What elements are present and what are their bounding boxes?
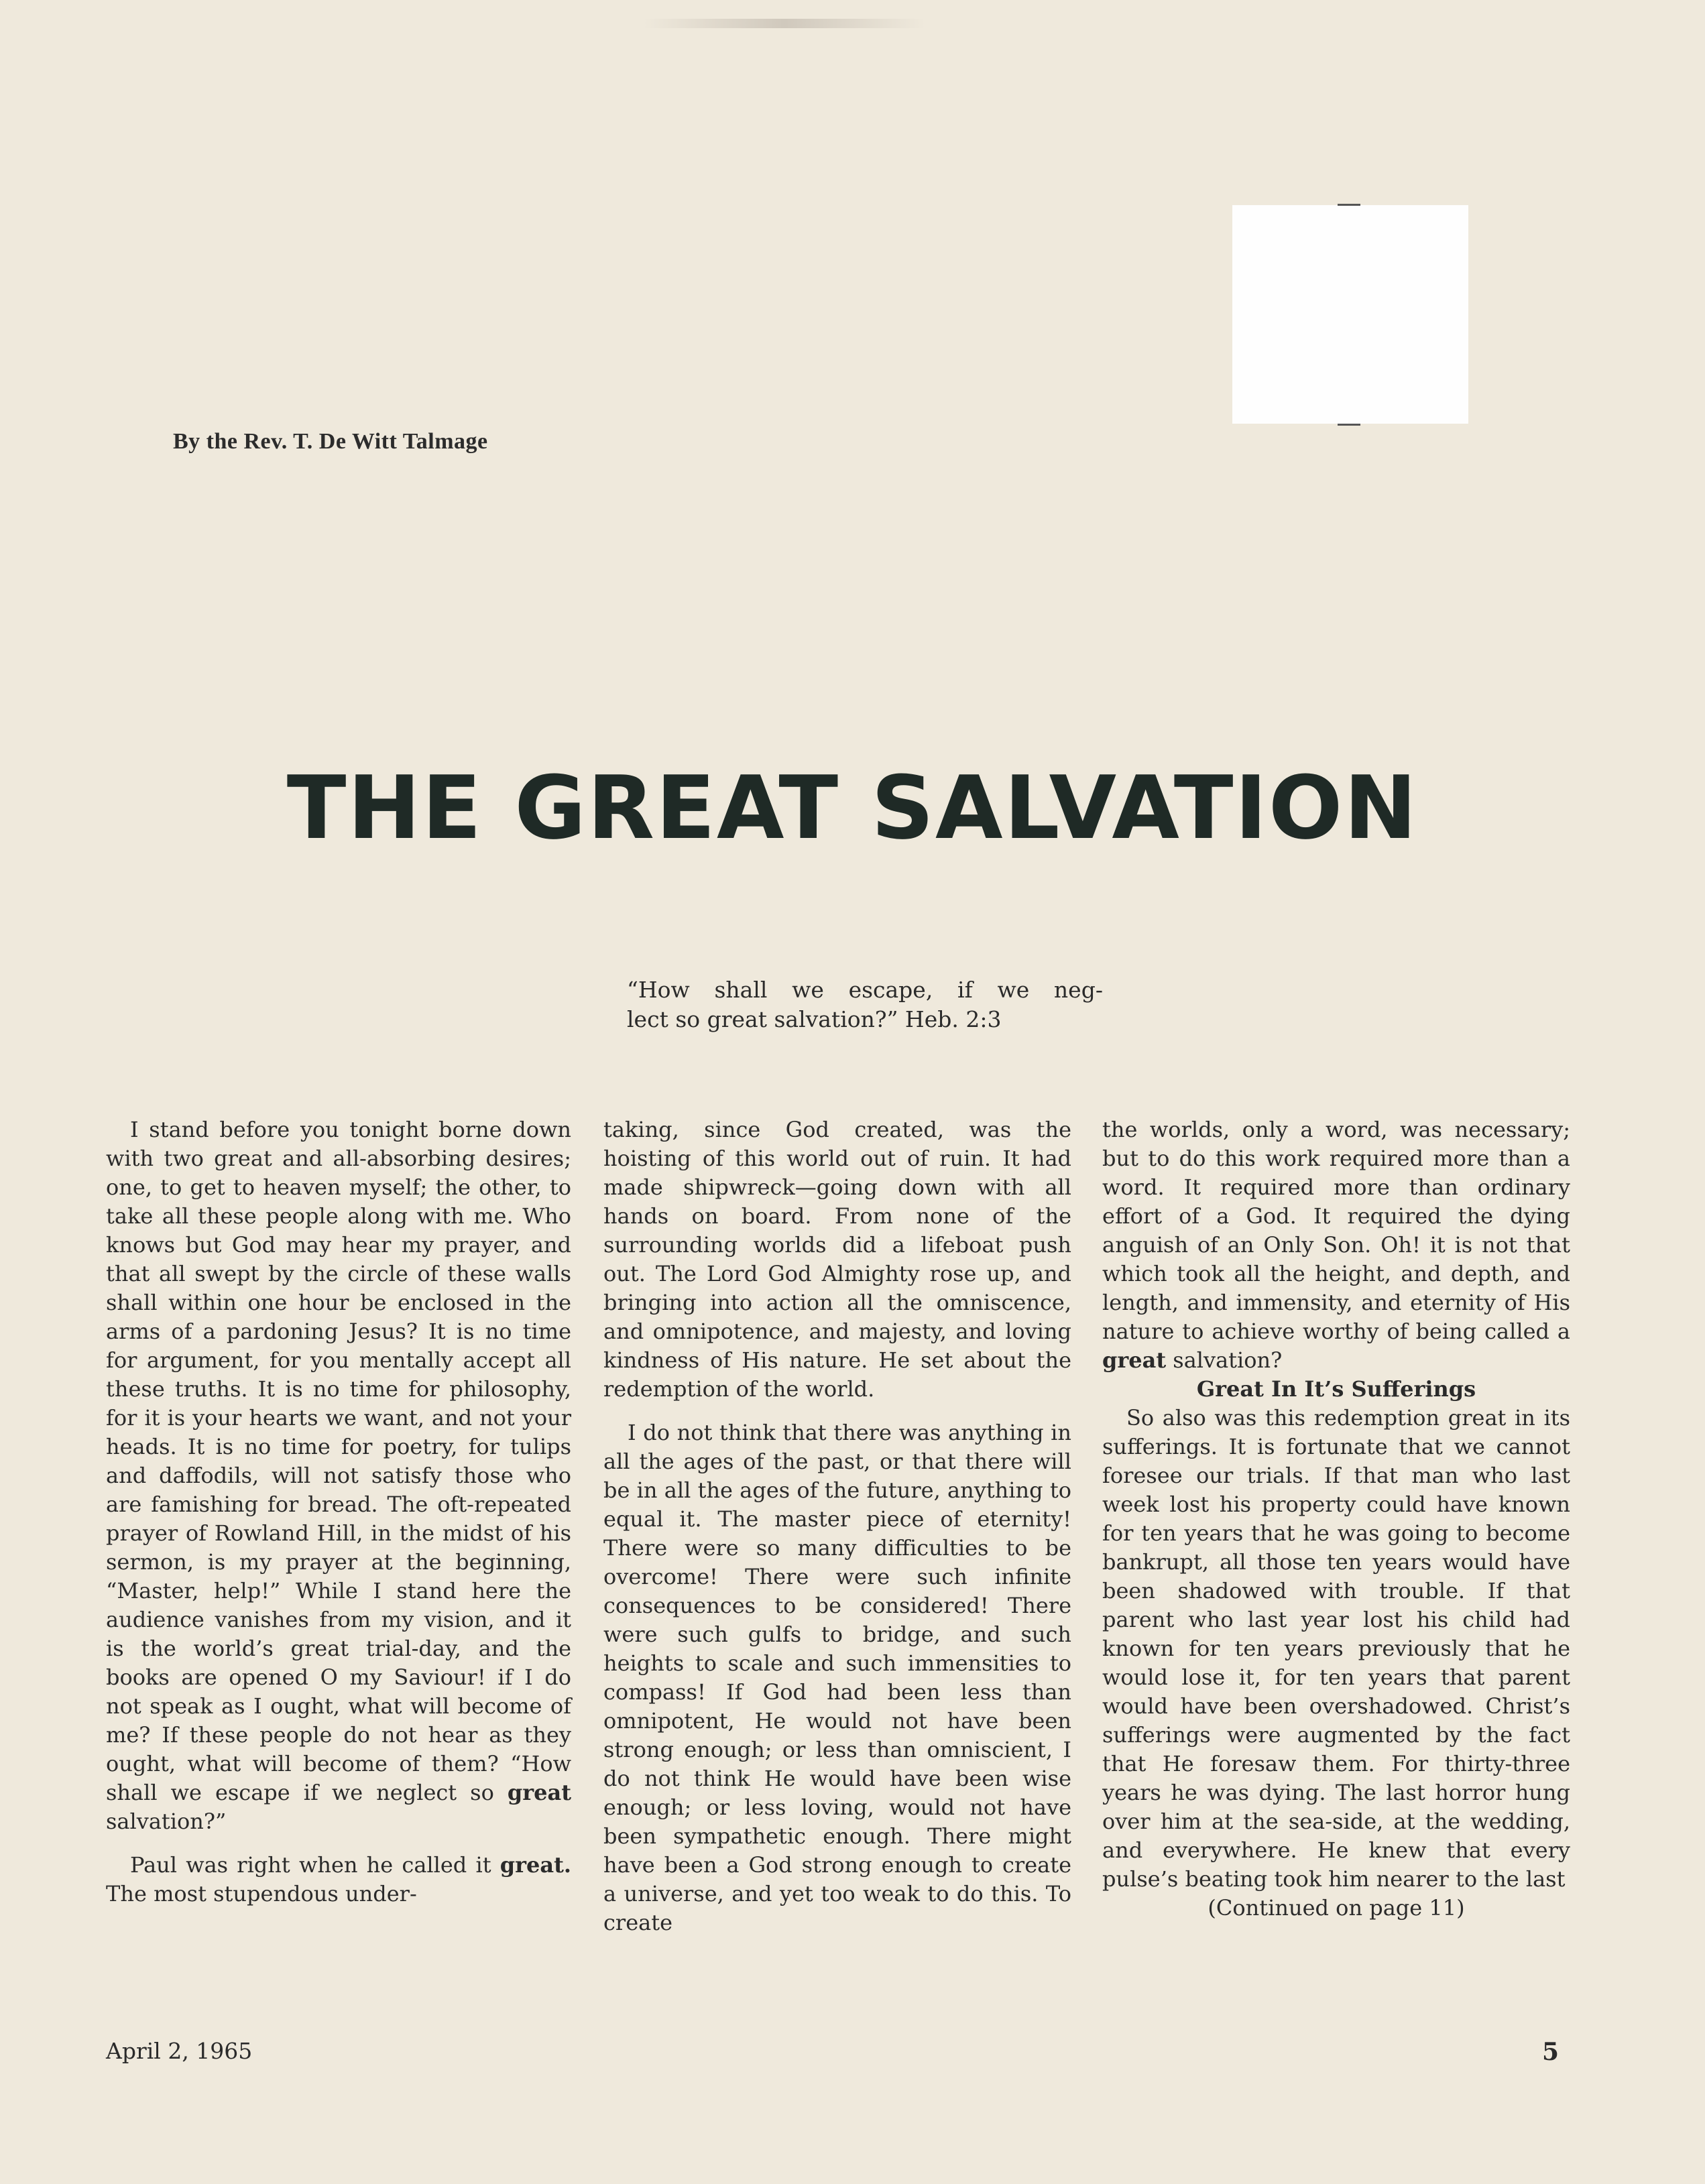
- epigraph: [627, 975, 1103, 1034]
- byline: By the Rev. T. De Witt Talmage: [173, 429, 488, 454]
- col2-paragraph-1: taking, since God created, was the hoisting of this world out of ruin. It had made shipwreck—going down with all hands on board. From none of the surrounding worlds did a lifeboat push out. The Lord God Almighty rose up, and bringing into action all the omniscence, and omnipotence, and majesty, and loving kindness of His nature. He set about the redemption of the world.: [603, 1117, 1071, 1402]
- col3-p1-text: the worlds, only a word, was necessary; but to do this work required more than a word. It required more than ordinary effort of a God. It required the dying anguish of an Only Son. Oh! it is not that which took all the height, and depth, and length, and immensity, and eternity of His nature to achieve worthy of being called a: [1102, 1117, 1570, 1344]
- top-smudge: [644, 19, 925, 28]
- col3-p1-end: salvation?: [1173, 1347, 1283, 1373]
- col3-paragraph-2: So also was this redemption great in its sufferings. It is fortunate that we cannot foresee our trials. If that man who last week lost his property could have known for ten years that he was going to become bankrupt, all those ten years would have been shadowed with trouble. If that parent who last year lost his child had known for ten years previously that he would lose it, for ten years that parent would have been overshadowed. Christ’s sufferings were augmented by the fact that He foresaw them. For thirty-three years he was dying. The last horror hung over him at the sea-side, at the wedding, and everywhere. He knew that every pulse’s beating took him nearer to the last: [1102, 1405, 1570, 1892]
- col1-p2-start: Paul was right when he called it: [130, 1852, 491, 1878]
- col3-p1-bold: great: [1102, 1347, 1167, 1373]
- col1-p2-bold: great.: [499, 1852, 572, 1878]
- col1-paragraph-2: [106, 1851, 571, 1908]
- column-2: [603, 1115, 1071, 1937]
- article-title: THE GREAT SALVATION: [286, 757, 1419, 859]
- page-number: 5: [1542, 2038, 1560, 2066]
- footer-date: April 2, 1965: [106, 2038, 253, 2064]
- col1-p1-text: I stand before you tonight borne down with two great and all-absorbing desires; one, to get to heaven myself; the other, to take all these people along with me. Who knows but God may hear my prayer, and that all swept by the circle of these walls shall within one hour be enclosed in the arms of a pardoning Jesus? It is no time for argument, for you mentally accept all these truths. It is no time for philosophy, for it is your hearts we want, and not your heads. It is no time for poetry, for tulips and daffodils, will not satisfy those who are famishing for bread. The oft-repeated prayer of Rowland Hill, in the midst of his sermon, is my prayer at the beginning, “Master, help!” While I stand here the audience vanishes from my vision, and it is the world’s great trial-day, and the books are opened O my Saviour! if I do not speak as I ought, what will become of me? If these people do not hear as they ought, what will become of them? “How shall we escape if we neglect so: [106, 1117, 571, 1805]
- col1-p2-end: The most stupendous under-: [106, 1881, 417, 1906]
- epigraph-line-2: lect so great salvation?” Heb. 2:3: [627, 1006, 1002, 1032]
- section-subheading: Great In It’s Sufferings: [1196, 1376, 1476, 1402]
- col3-paragraph-1: [1102, 1115, 1570, 1375]
- box-tick-top: [1338, 204, 1360, 206]
- column-1: [106, 1115, 571, 1908]
- column-3: [1102, 1115, 1570, 1923]
- blank-photo-box: [1232, 205, 1468, 424]
- col1-paragraph-1: [106, 1115, 571, 1836]
- col1-p1-bold: great: [507, 1780, 572, 1805]
- continued-note: (Continued on page 11): [1208, 1895, 1465, 1921]
- col1-p1-end: salvation?”: [106, 1809, 227, 1834]
- box-tick-bottom: [1338, 424, 1360, 426]
- epigraph-line-1: “How shall we escape, if we neg-: [627, 977, 1103, 1003]
- col2-paragraph-2: I do not think that there was anything in all the ages of the past, or that there will be in all the ages of the future, anything to equal it. The master piece of eternity! There were so many difficulties to be overcome! There were such infinite consequences to be considered! There were such gulfs to bridge, and such heights to scale and such immensities to compass! If God had been less than omnipotent, He would not have been strong enough; or less than omniscient, I do not think He would have been wise enough; or less loving, would not have been sympathetic enough. There might have been a God strong enough to create a universe, and yet too weak to do this. To create: [603, 1420, 1071, 1935]
